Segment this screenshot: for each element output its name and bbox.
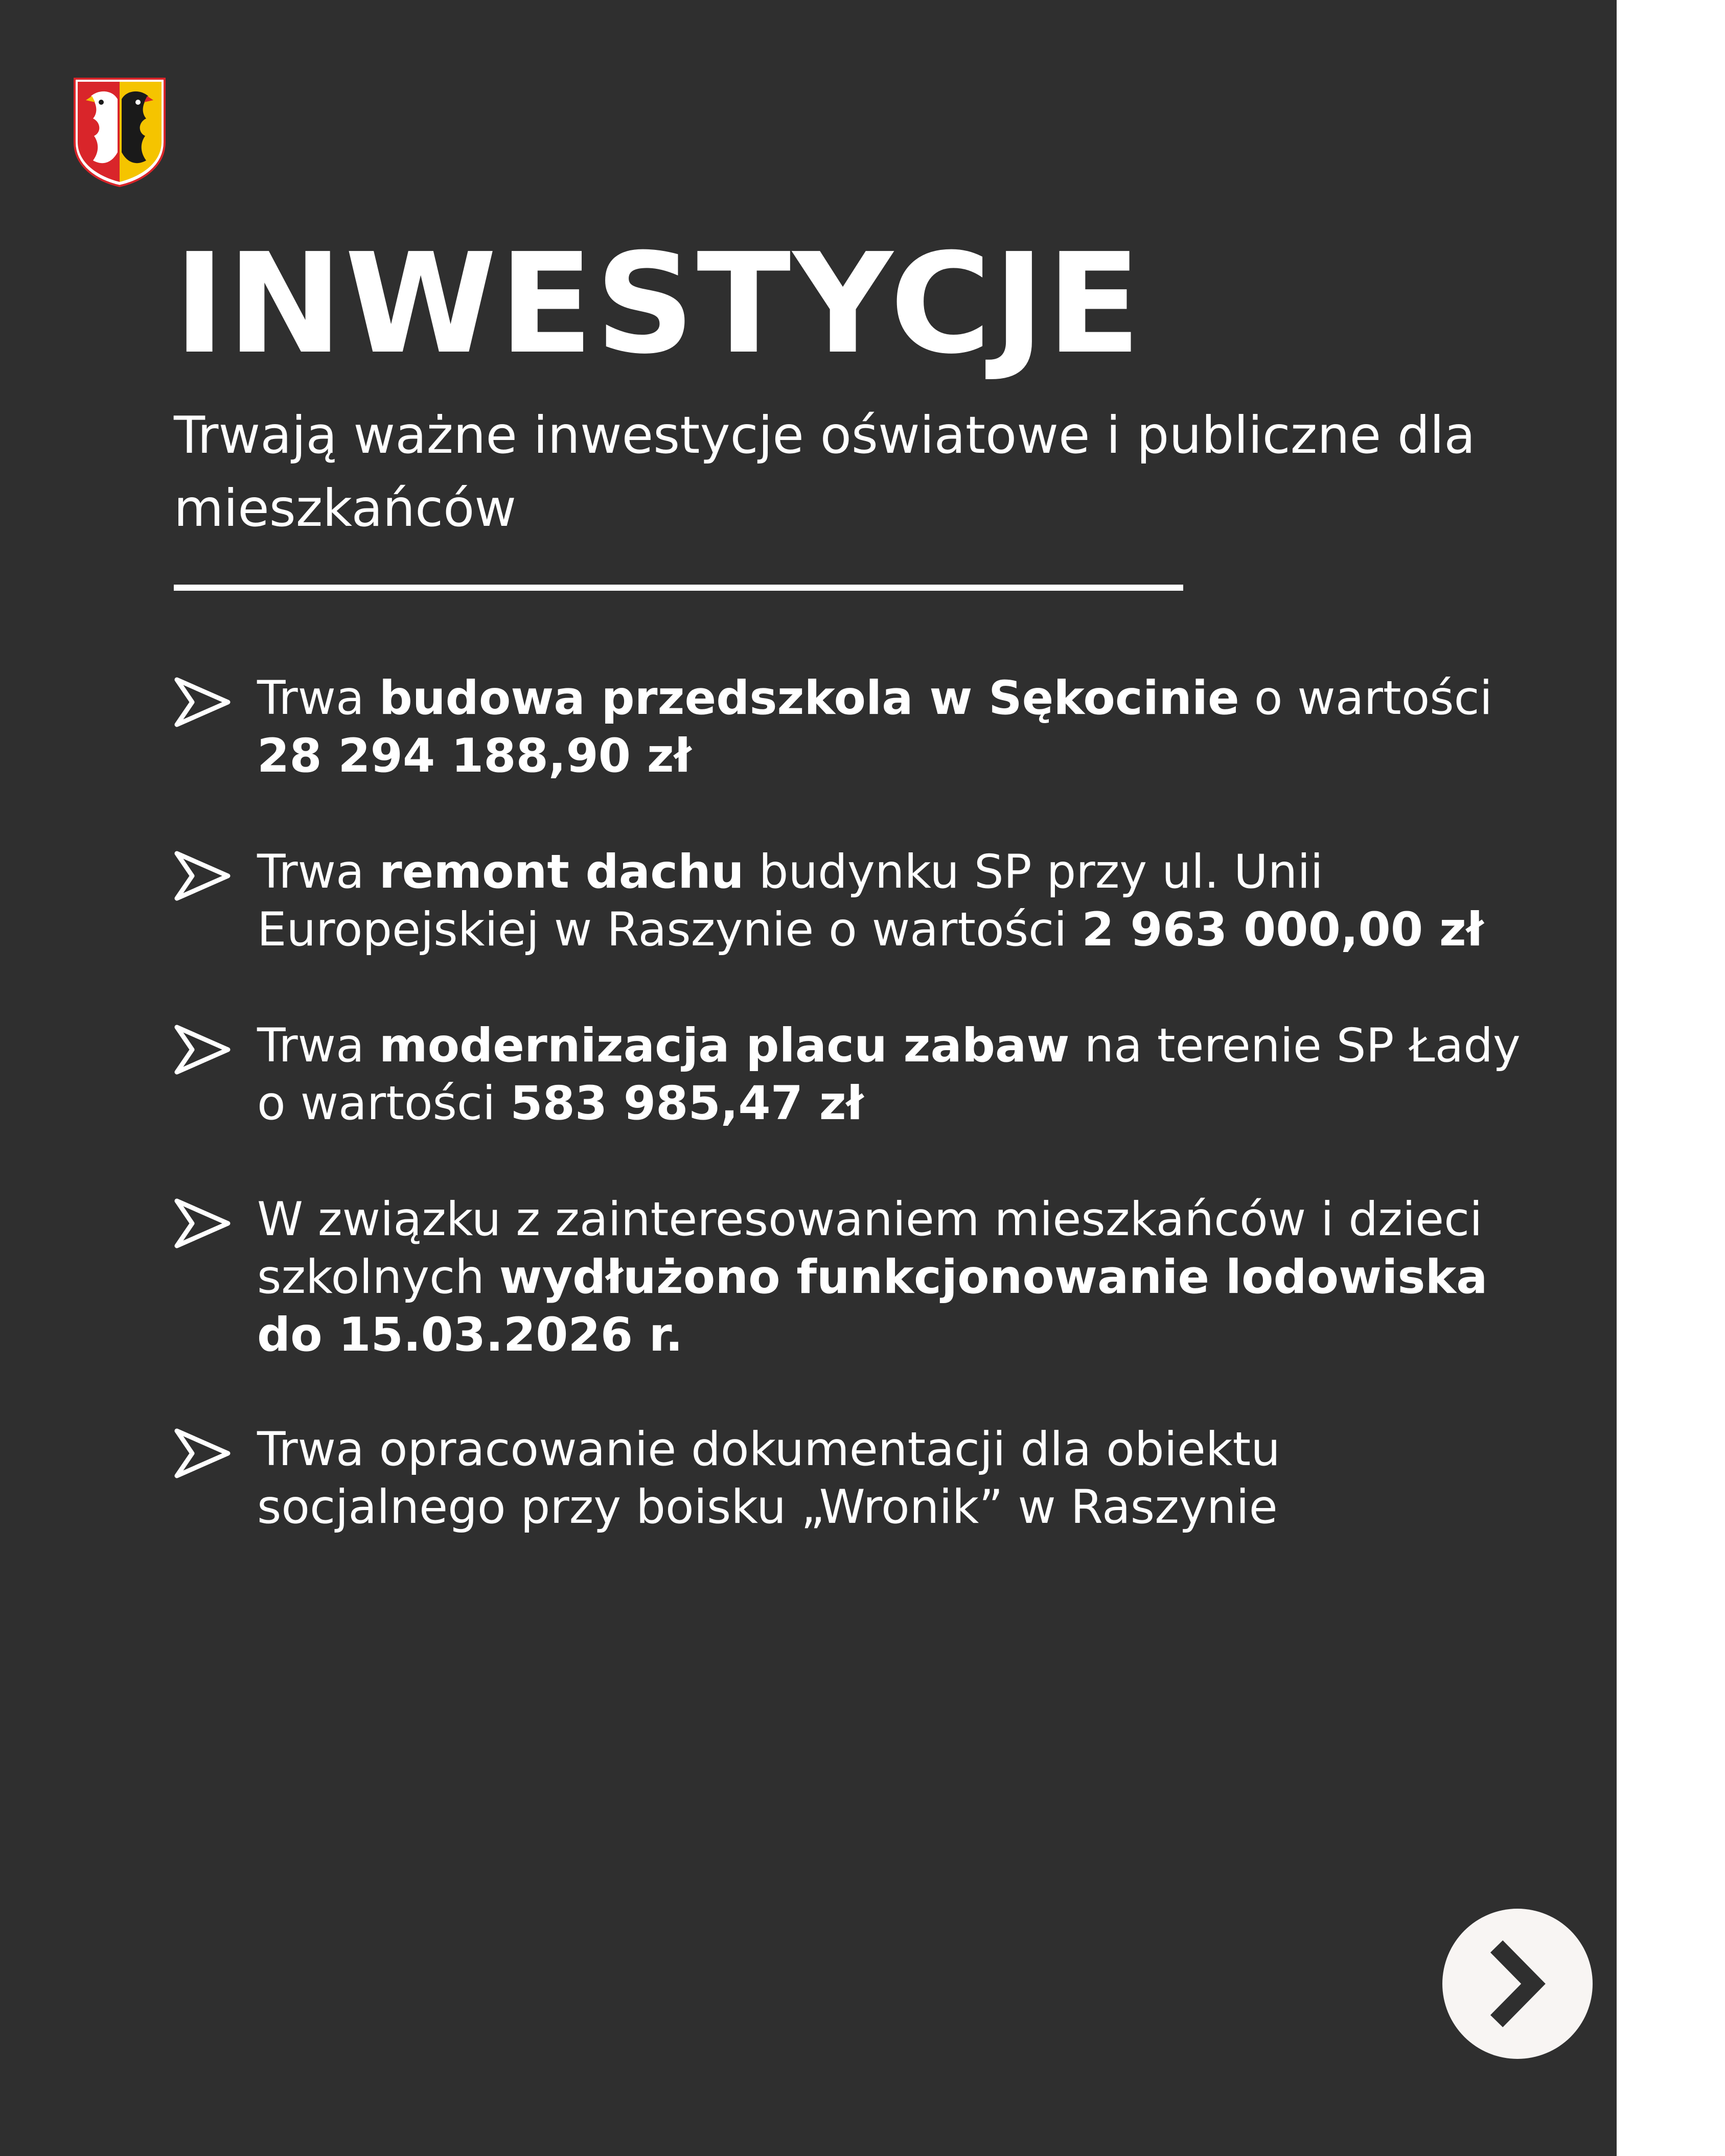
arrow-bullet-icon <box>173 1023 233 1076</box>
item-text: Trwa modernizacja placu zabaw na terenie SP Łady o wartości 583 985,47 zł <box>257 1019 1521 1130</box>
arrow-bullet-icon <box>173 1427 233 1480</box>
chevron-right-icon <box>1442 1909 1593 2059</box>
page-subtitle: Trwają ważne inwestycje oświatowe i publiczne dla mieszkańców <box>174 405 1476 538</box>
list-item <box>173 1421 1522 1536</box>
next-slide-button[interactable] <box>1442 1909 1593 2059</box>
item-text: W związku z zainteresowaniem mieszkańców i dzieci szkolnych wydłużono funkcjonowanie lodowiska do 15.03.2026 r. <box>257 1193 1488 1362</box>
page-title: INWESTYCJE <box>174 223 1143 384</box>
list-item <box>173 1191 1522 1364</box>
item-text: Trwa opracowanie dokumentacji dla obiektu socjalnego przy boisku „Wronik” w Raszynie <box>257 1423 1280 1534</box>
arrow-bullet-icon <box>173 676 233 729</box>
item-text: Trwa remont dachu budynku SP przy ul. Unii Europejskiej w Raszynie o wartości 2 963 000,00 zł <box>257 845 1484 957</box>
arrow-bullet-icon <box>173 1197 233 1250</box>
item-text: Trwa budowa przedszkola w Sękocinie o wartości 28 294 188,90 zł <box>257 671 1492 783</box>
coat-of-arms-icon <box>71 76 169 188</box>
list-item <box>173 1017 1522 1132</box>
list-item <box>173 669 1522 785</box>
arrow-bullet-icon <box>173 849 233 902</box>
divider <box>174 585 1183 591</box>
list-item <box>173 843 1522 959</box>
